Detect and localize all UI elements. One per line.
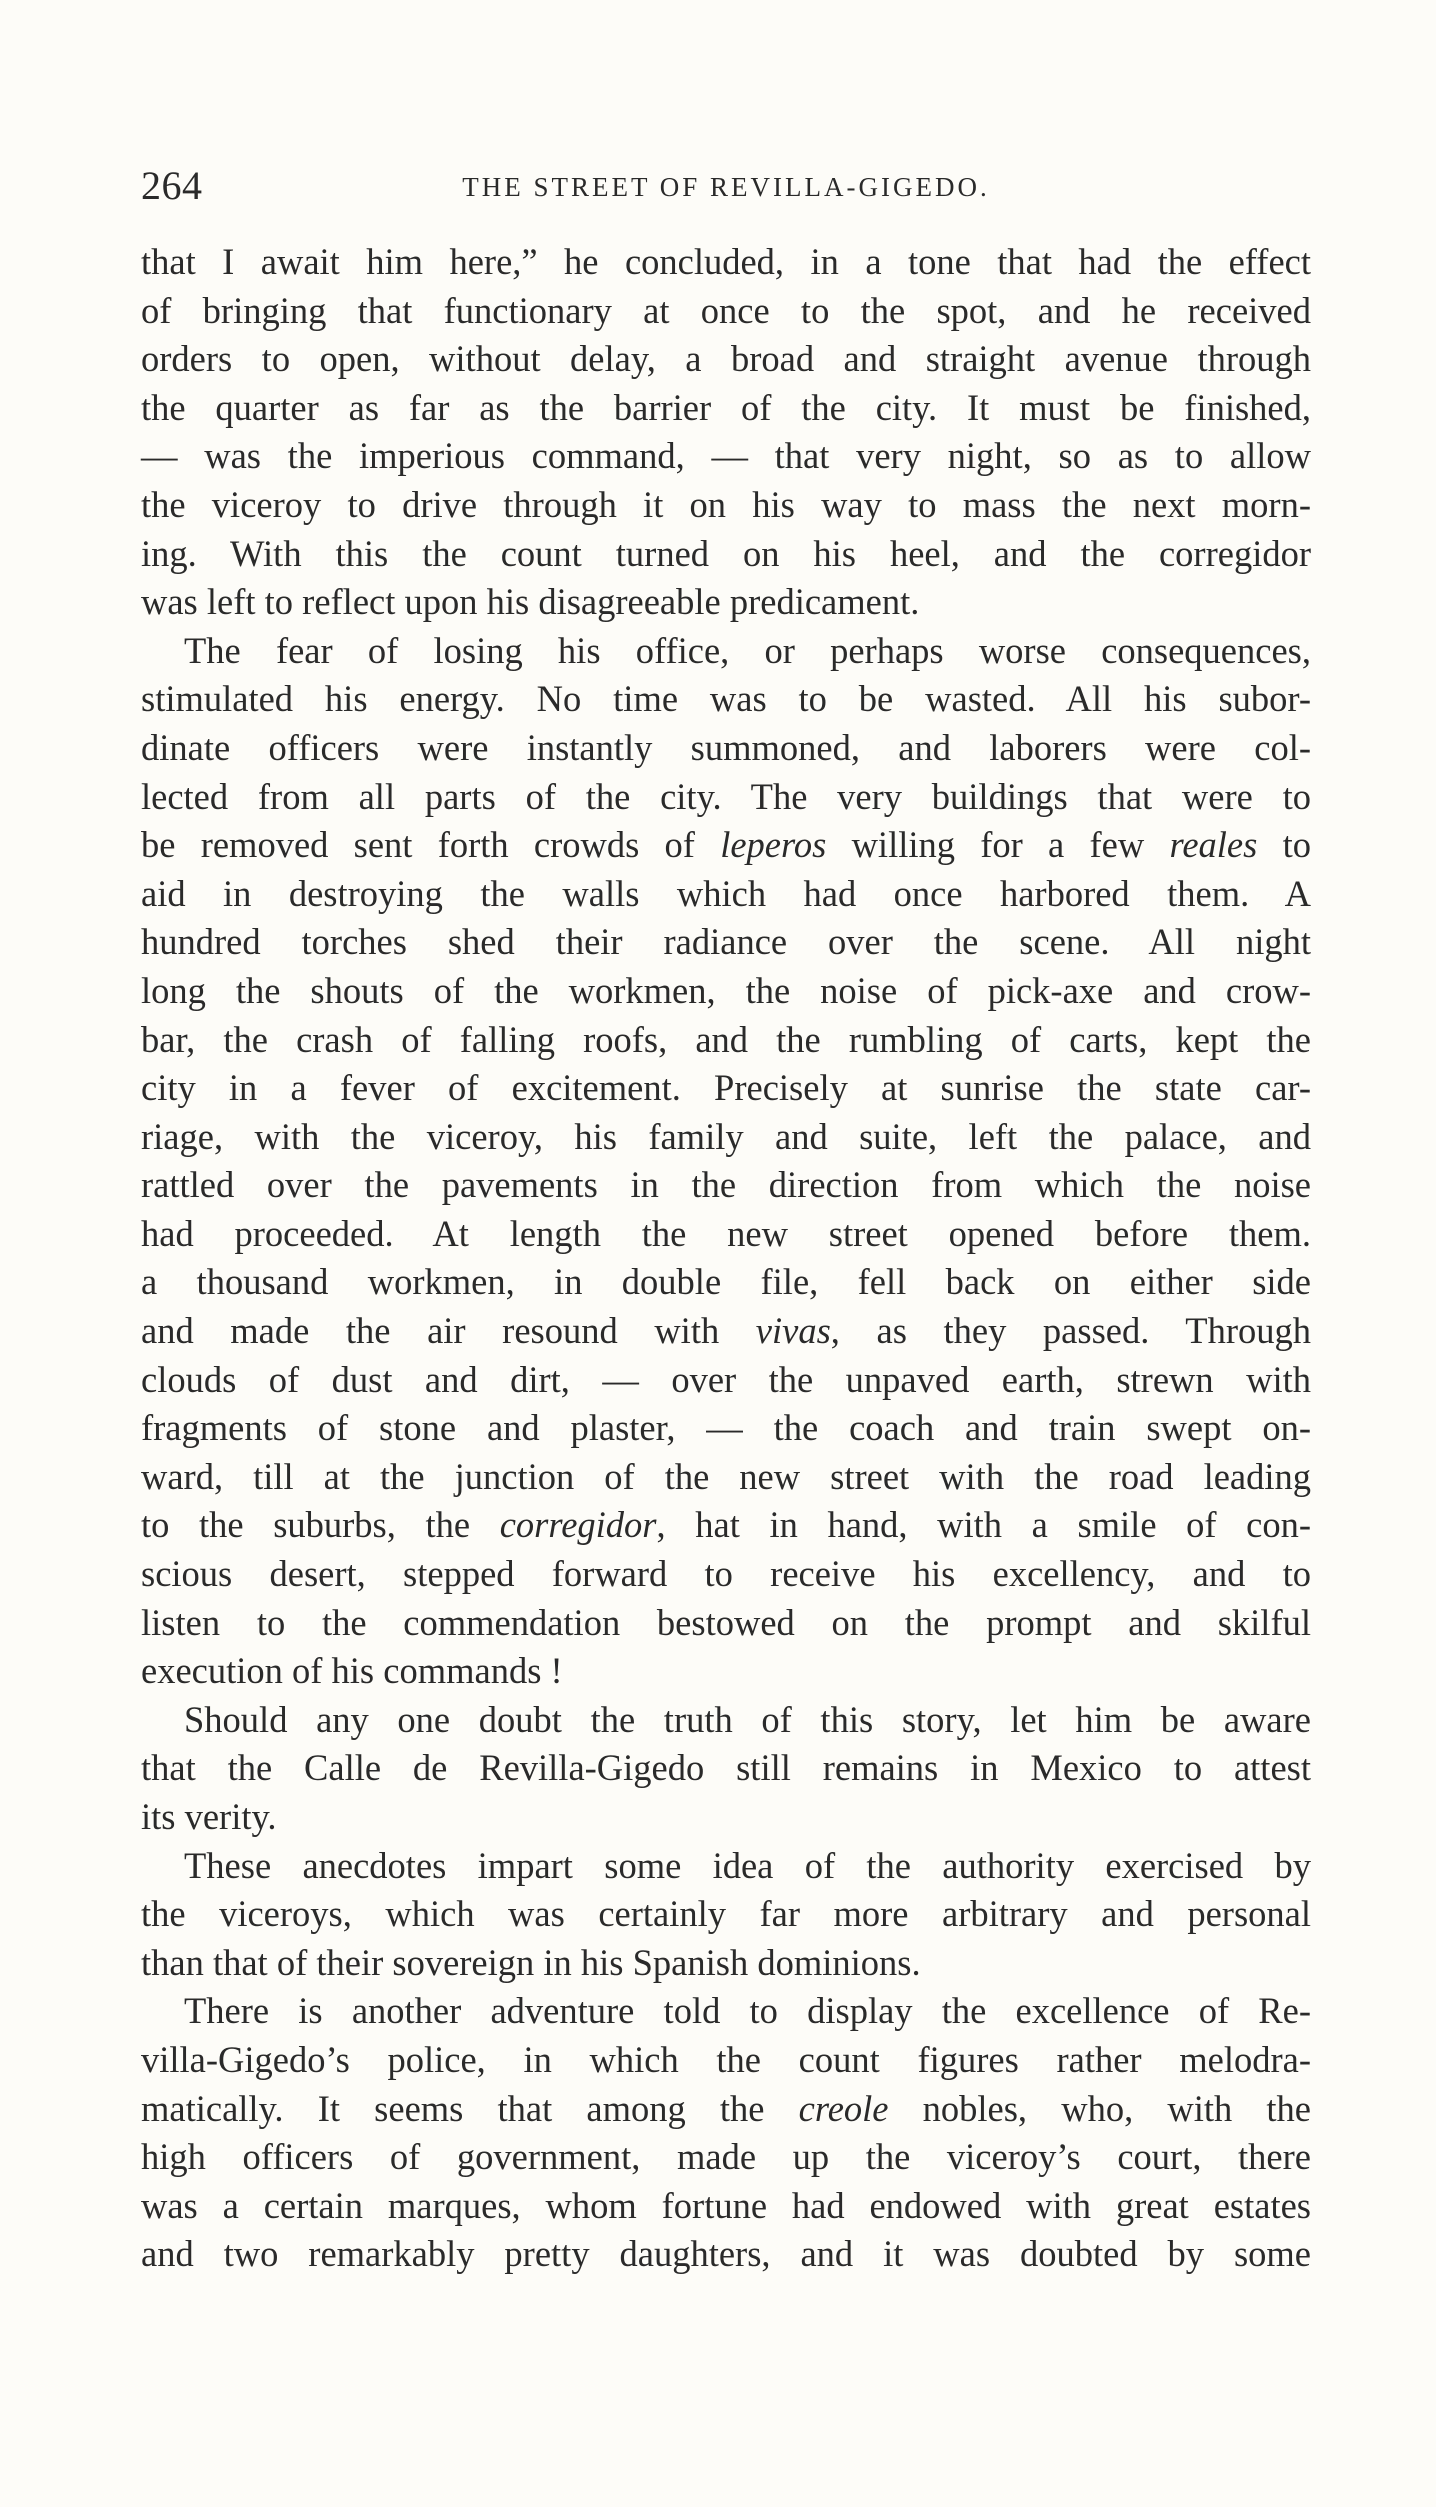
text-segment: , as they passed. Through [830, 1310, 1311, 1352]
text-line [141, 238, 1311, 287]
text-segment: hundred torches shed their radiance over the scene. All night [141, 921, 1311, 963]
text-segment: These anecdotes impart some idea of the authority exercised by [184, 1844, 1311, 1886]
text-segment: rattled over the pavements in the direction from which the noise [141, 1164, 1311, 1206]
text-line [141, 1453, 1311, 1502]
text-line [141, 627, 1311, 676]
italic-term: vivas [755, 1310, 831, 1352]
text-segment: execution of his commands ! [141, 1650, 563, 1692]
text-line [141, 1016, 1311, 1065]
text-segment: the viceroy to drive through it on his way to mass the next morn- [141, 483, 1311, 525]
text-segment: a thousand workmen, in double file, fell back on either side [141, 1261, 1311, 1303]
text-segment: had proceeded. At length the new street opened before them. [141, 1212, 1311, 1254]
text-line [141, 1501, 1311, 1550]
paragraph [141, 1987, 1311, 2279]
text-line [141, 2133, 1311, 2182]
page-number: 264 [141, 163, 203, 208]
text-segment: nobles, who, with the [888, 2087, 1311, 2129]
text-line [141, 1647, 1311, 1696]
text-segment: clouds of dust and dirt, — over the unpaved earth, strewn with [141, 1358, 1311, 1400]
text-segment: , hat in hand, with a smile of con- [656, 1504, 1311, 1546]
italic-term: leperos [720, 824, 827, 866]
text-segment: that the Calle de Revilla-Gigedo still remains in Mexico to attest [141, 1747, 1311, 1789]
text-line [141, 1793, 1311, 1842]
text-line [141, 1599, 1311, 1648]
text-line [141, 384, 1311, 433]
text-segment: scious desert, stepped forward to receive his excellency, and to [141, 1553, 1311, 1595]
paragraph [141, 627, 1311, 1696]
text-line [141, 1842, 1311, 1891]
text-line [141, 870, 1311, 919]
text-line [141, 1939, 1311, 1988]
text-line [141, 1696, 1311, 1745]
text-line [141, 2036, 1311, 2085]
text-line [141, 1064, 1311, 1113]
text-line [141, 287, 1311, 336]
text-segment: be removed sent forth crowds of [141, 824, 721, 866]
text-segment: matically. It seems that among the [141, 2087, 799, 2129]
text-segment: its verity. [141, 1796, 277, 1837]
text-segment: — was the imperious command, — that very night, so as to allow [141, 435, 1311, 477]
text-line [141, 481, 1311, 530]
body-text [141, 238, 1311, 2279]
text-line [141, 724, 1311, 773]
text-segment: and made the air resound with [141, 1310, 756, 1352]
text-line [141, 1890, 1311, 1939]
paragraph [141, 1842, 1311, 1988]
italic-term: reales [1169, 824, 1258, 866]
text-line [141, 1161, 1311, 1210]
running-head [141, 162, 1311, 222]
text-segment: city in a fever of excitement. Precisely at sunrise the state car- [141, 1067, 1311, 1109]
text-line [141, 1744, 1311, 1793]
text-line [141, 1113, 1311, 1162]
running-title: THE STREET OF REVILLA-GIGEDO. [462, 172, 990, 202]
text-segment: ward, till at the junction of the new street with the road leading [141, 1455, 1311, 1497]
text-segment: stimulated his energy. No time was to be wasted. All his subor- [141, 678, 1311, 720]
text-segment: to the suburbs, the [141, 1504, 500, 1546]
text-line [141, 2230, 1311, 2279]
text-line [141, 675, 1311, 724]
paragraph [141, 238, 1311, 627]
text-segment: ing. With this the count turned on his heel, and the corregidor [141, 532, 1311, 574]
text-line [141, 335, 1311, 384]
text-line [141, 1307, 1311, 1356]
text-line [141, 918, 1311, 967]
text-line [141, 773, 1311, 822]
text-segment: the viceroys, which was certainly far more arbitrary and personal [141, 1893, 1311, 1935]
text-segment: and two remarkably pretty daughters, and it was doubted by some [141, 2233, 1311, 2275]
text-line [141, 967, 1311, 1016]
text-segment: villa-Gigedo’s police, in which the count figures rather melodra- [141, 2038, 1311, 2080]
text-segment: riage, with the viceroy, his family and suite, left the palace, and [141, 1115, 1311, 1157]
text-segment: fragments of stone and plaster, — the coach and train swept on- [141, 1407, 1311, 1449]
text-segment: the quarter as far as the barrier of the city. It must be finished, [141, 386, 1311, 428]
text-segment: willing for a few [826, 824, 1170, 866]
text-line [141, 432, 1311, 481]
text-segment: aid in destroying the walls which had once harbored them. A [141, 872, 1311, 914]
text-segment: was a certain marques, whom fortune had endowed with great estates [141, 2184, 1311, 2226]
text-segment: to [1257, 824, 1311, 866]
text-line [141, 2182, 1311, 2231]
text-segment: orders to open, without delay, a broad and straight avenue through [141, 338, 1311, 380]
text-line [141, 1987, 1311, 2036]
text-segment: The fear of losing his office, or perhaps worse consequences, [184, 629, 1311, 671]
text-segment: Should any one doubt the truth of this story, let him be aware [184, 1698, 1311, 1740]
text-line [141, 1210, 1311, 1259]
text-line [141, 1550, 1311, 1599]
paragraph [141, 1696, 1311, 1842]
text-line [141, 1404, 1311, 1453]
text-line [141, 821, 1311, 870]
text-segment: listen to the commendation bestowed on the prompt and skilful [141, 1601, 1311, 1643]
text-segment: was left to reflect upon his disagreeable predicament. [141, 581, 920, 623]
text-segment: There is another adventure told to display the excellence of Re- [184, 1990, 1311, 2032]
text-segment: bar, the crash of falling roofs, and the rumbling of carts, kept the [141, 1018, 1311, 1060]
text-line [141, 1356, 1311, 1405]
text-segment: that I await him here,” he concluded, in a tone that had the effect [141, 241, 1311, 282]
text-segment: long the shouts of the workmen, the noise of pick-axe and crow- [141, 969, 1311, 1011]
text-segment: high officers of government, made up the viceroy’s court, there [141, 2136, 1311, 2178]
text-segment: lected from all parts of the city. The very buildings that were to [141, 775, 1311, 817]
text-line [141, 1258, 1311, 1307]
italic-term: corregidor [499, 1504, 657, 1546]
text-segment: dinate officers were instantly summoned, and laborers were col- [141, 726, 1311, 768]
text-line [141, 530, 1311, 579]
text-segment: of bringing that functionary at once to the spot, and he received [141, 289, 1311, 331]
text-line [141, 578, 1311, 627]
text-line [141, 2085, 1311, 2134]
italic-term: creole [798, 2087, 889, 2129]
text-segment: than that of their sovereign in his Spanish dominions. [141, 1941, 921, 1983]
